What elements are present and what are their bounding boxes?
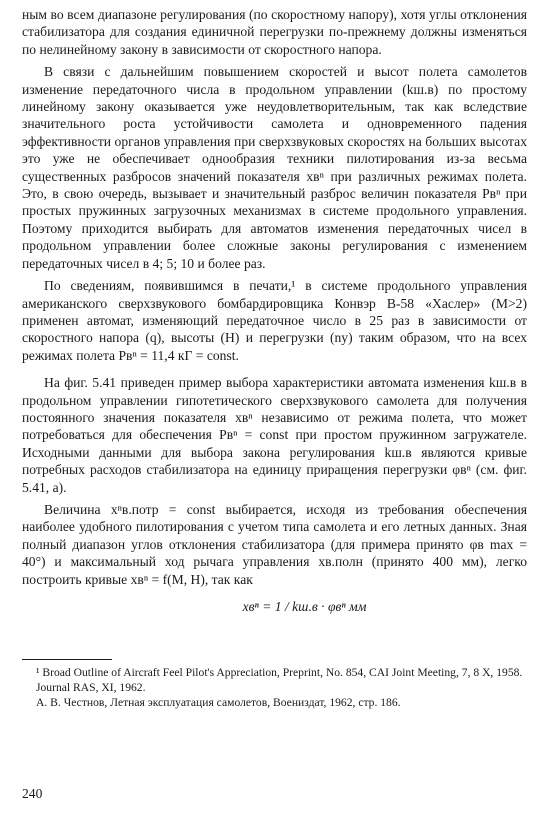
footnote-1: ¹ Broad Outline of Aircraft Feel Pilot's Appreciation, Preprint, No. 854, CAI Joint Meeting, 7, 8 X, 1958.	[36, 666, 523, 680]
paragraph-5: Величина xⁿв.потр = const выбирается, исходя из требования обеспечения наиболее удобного пилотирования с учетом типа самолета и его летных данных. Зная полный диапазон углов отклонения стабилизатора (для примера принято φв max = 40°) и максимальный ход рычага управления xв.полн (принято 400 мм), легко построить кривые xвⁿ = f(M, H), так как	[22, 501, 527, 587]
footnote-3: А. В. Честнов, Летная эксплуатация самолетов, Воениздат, 1962, стр. 186.	[36, 695, 401, 709]
formula: xвⁿ = 1 / kш.в · φвⁿ мм	[242, 599, 367, 614]
footnote-divider	[22, 659, 112, 660]
page-content	[22, 6, 527, 710]
page-number: 240	[22, 786, 43, 801]
paragraph-1: ным во всем диапазоне регулирования (по скоростному напору), хотя углы отклонения стабилизатора для создания единичной перегрузки по-прежнему должны изменяться по нелинейному закону в зависимости от скоростного напора.	[22, 7, 527, 57]
paragraph-3: По сведениям, появившимся в печати,¹ в системе продольного управления американского сверхзвукового бомбардировщика Конвэр В-58 «Хаслер» (M>2) применен автомат, изменяющий передаточное число в 25 раз в зависимости от скоростного напора (q), высоты (H) и перегрузки (ny) таким образом, что на всех режимах полета Pвⁿ = 11,4 кГ = const.	[22, 278, 527, 363]
paragraph-4: На фиг. 5.41 приведен пример выбора характеристики автомата изменения kш.в в продольном управлении гипотетического сверхзвукового самолета для получения постоянного значения показателя xвⁿ независимо от режима полета, что может потребоваться для обеспечения Pвⁿ = const при простом пружинном загружателе. Исходными данными для выбора закона регулирования kш.в являются кривые потребных расходов стабилизатора на единицу приращения перегрузки φвⁿ (см. фиг. 5.41, а).	[22, 375, 527, 495]
footnote-2: Journal RAS, XI, 1962.	[36, 681, 146, 694]
paragraph-2: В связи с дальнейшим повышением скоростей и высот полета самолетов изменение передаточного числа в продольном управлении (kш.в) по простому линейному закону оказывается уже неудовлетворительным, так как вследствие значительного роста устойчивости самолета и одновременного падения эффективности органов управления при сверхзвуковых скоростях на больших высотах это уже не обеспечивает однообразия техники пилотирования из-за весьма существенных разбросов значений показателя xвⁿ при различных режимах полета. Это, в свою очередь, вызывает и значительный разброс величин показателя Pвⁿ при простых пружинных загрузочных механизмах в системе продольного управления. Поэтому приходится выбирать для автоматов изменения передаточных чисел в продольном управлении более сложные законы регулирования с изменением передаточных чисел в 4; 5; 10 и более раз.	[22, 64, 527, 271]
